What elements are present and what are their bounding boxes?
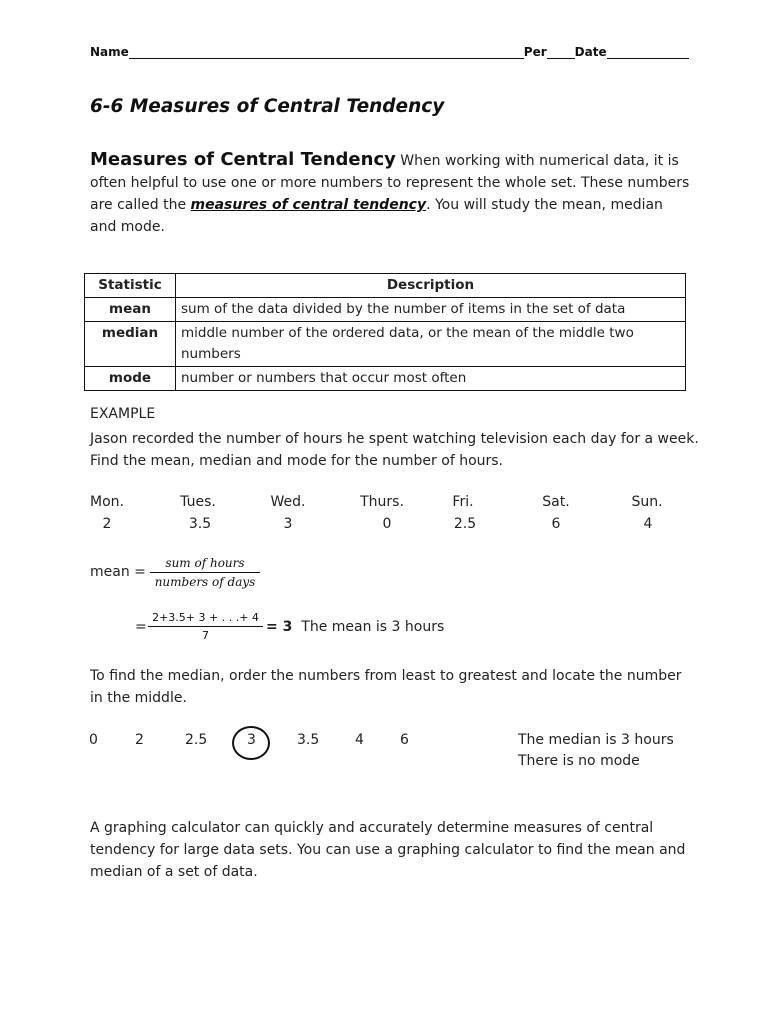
intro-text-1: When working with numerical data, it is often helpful to use one or more numbers to represent the whole set. These numbers are called the: [90, 153, 690, 213]
mean-numerator: sum of hours: [165, 556, 245, 570]
hours-value: 6: [551, 516, 561, 532]
ordered-value: 2.5: [185, 732, 208, 748]
date-label: Date: [574, 45, 607, 59]
mean-label: mean =: [90, 564, 146, 580]
result-equals: = 3: [266, 619, 293, 635]
day-label: Sat.: [542, 494, 570, 510]
day-label: Wed.: [270, 494, 306, 510]
header-line: [90, 45, 689, 59]
table-cell-description: number or numbers that occur most often: [176, 367, 686, 391]
median-result: The median is 3 hours: [518, 732, 674, 748]
median-text: To find the median, order the numbers from least to greatest and locate the number in the middle.: [90, 668, 682, 706]
mean-fraction: [150, 556, 260, 589]
per-blank[interactable]: [547, 57, 575, 59]
hours-value: 0: [382, 516, 392, 532]
day-label: Thurs.: [360, 494, 404, 510]
day-label: Sun.: [631, 494, 663, 510]
intro-paragraph: [90, 149, 690, 238]
name-label: Name: [90, 45, 129, 59]
hours-value: 3: [283, 516, 293, 532]
day-label: Mon.: [90, 494, 124, 510]
table-row: [85, 367, 686, 391]
calc-numerator: 2+3.5+ 3 + . . .+ 4: [152, 611, 259, 624]
ordered-value-median: 3: [247, 732, 256, 748]
date-blank[interactable]: [607, 57, 689, 59]
name-blank[interactable]: [129, 57, 524, 59]
column-header-statistic: Statistic: [85, 274, 176, 298]
equals-sign: =: [135, 619, 147, 635]
calc-denominator: 7: [202, 629, 209, 642]
statistics-table: [84, 273, 686, 391]
hours-value: 3.5: [188, 516, 212, 532]
fraction-bar: [148, 626, 263, 627]
mean-denominator: numbers of days: [154, 575, 256, 589]
calculator-paragraph: A graphing calculator can quickly and accurately determine measures of central tendency for large data sets. You can use a graphing calculator to find the mean and median of a set of data.: [90, 820, 686, 880]
table-cell-description: middle number of the ordered data, or the mean of the middle two numbers: [176, 322, 686, 367]
section-heading: Measures of Central Tendency: [90, 149, 396, 170]
table-cell-term: mode: [85, 367, 176, 391]
per-label: Per: [523, 45, 547, 59]
example-label: EXAMPLE: [90, 406, 156, 422]
example-text: Jason recorded the number of hours he spent watching television each day for a week. Find the mean, median and mode for the number of hours.: [90, 431, 699, 469]
intro-text-2: . You will study the mean, median and mode.: [90, 197, 663, 235]
table-cell-term: mean: [85, 298, 176, 322]
mean-result: [266, 619, 444, 635]
ordered-value: 2: [135, 732, 144, 748]
ordered-value: 3.5: [297, 732, 320, 748]
hours-value: 2: [102, 516, 112, 532]
table-cell-term: median: [85, 322, 176, 367]
mode-result: There is no mode: [518, 753, 640, 769]
hours-value: 4: [643, 516, 653, 532]
page-title: 6-6 Measures of Central Tendency: [90, 96, 445, 117]
result-text: The mean is 3 hours: [301, 619, 445, 635]
key-term: measures of central tendency: [190, 197, 427, 213]
table-cell-description: sum of the data divided by the number of items in the set of data: [176, 298, 686, 322]
day-label: Fri.: [452, 494, 474, 510]
hours-value: 2.5: [453, 516, 477, 532]
column-header-description: Description: [176, 274, 686, 298]
table-row: [85, 322, 686, 367]
ordered-value: 6: [400, 732, 409, 748]
fraction-bar: [150, 572, 260, 573]
ordered-value: 0: [89, 732, 98, 748]
day-label: Tues.: [180, 494, 216, 510]
ordered-value: 4: [355, 732, 364, 748]
table-header-row: [85, 274, 686, 298]
calc-fraction: [148, 611, 263, 642]
table-row: [85, 298, 686, 322]
